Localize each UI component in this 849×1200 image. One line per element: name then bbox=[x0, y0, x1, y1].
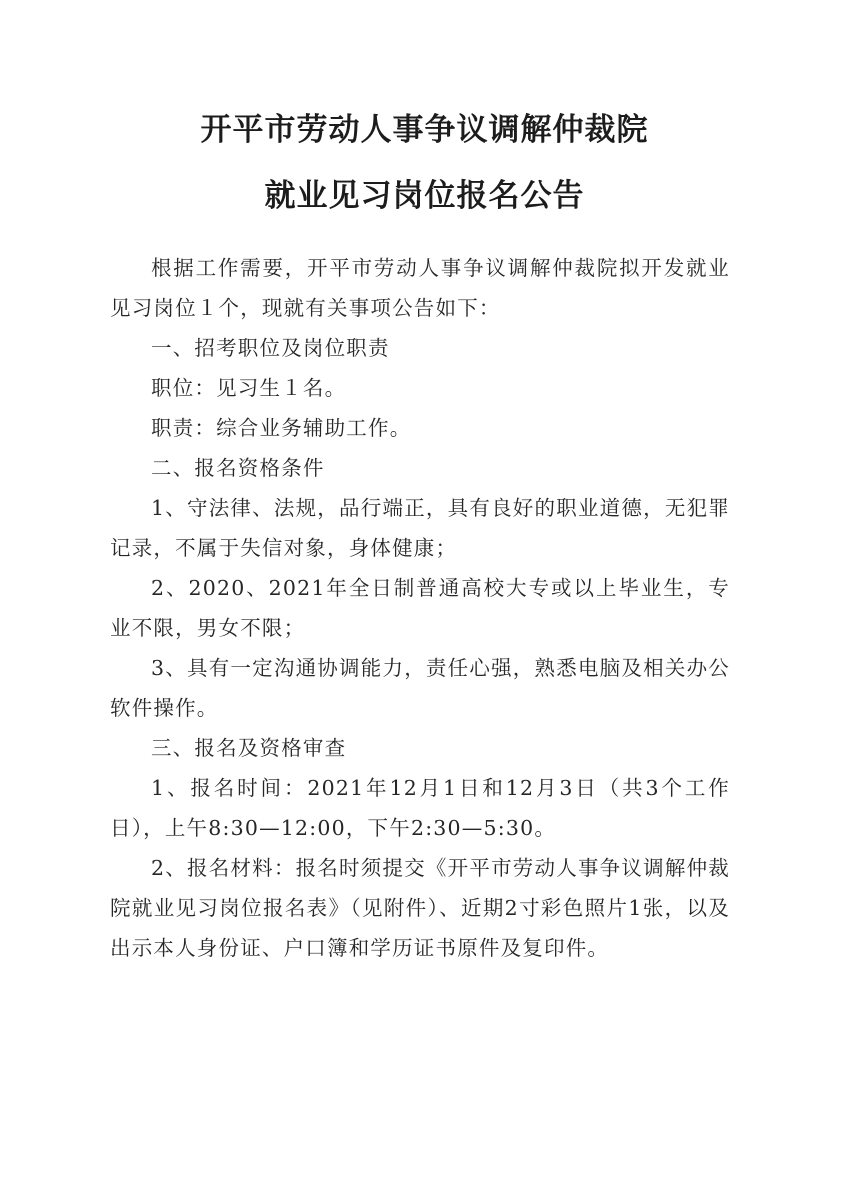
section-heading-2: 二、报名资格条件 bbox=[151, 456, 325, 480]
requirement-3: 3、具有一定沟通协调能力，责任心强，熟悉电脑及相关办公软件操作。 bbox=[110, 656, 730, 720]
intro-paragraph: 根据工作需要，开平市劳动人事争议调解仲裁院拟开发就业见习岗位１个，现就有关事项公告如下： bbox=[110, 256, 730, 320]
duty-line: 职责：综合业务辅助工作。 bbox=[151, 416, 412, 440]
requirement-2: 2、2020、2021年全日制普通高校大专或以上毕业生，专业不限，男女不限； bbox=[110, 576, 730, 640]
document-body bbox=[110, 248, 730, 968]
document-title-line-1: 开平市劳动人事争议调解仲裁院 bbox=[200, 112, 649, 148]
requirement-1: 1、守法律、法规，品行端正，具有良好的职业道德，无犯罪记录，不属于失信对象，身体健康； bbox=[110, 496, 730, 560]
section-heading-1: 一、招考职位及岗位职责 bbox=[151, 336, 390, 360]
position-line: 职位：见习生１名。 bbox=[151, 376, 347, 400]
registration-materials: 2、报名材料：报名时须提交《开平市劳动人事争议调解仲裁院就业见习岗位报名表》（见附件）、近期2寸彩色照片1张，以及出示本人身份证、户口簿和学历证书原件及复印件。 bbox=[110, 856, 730, 960]
registration-time: 1、报名时间：2021年12月1日和12月3日（共3个工作日），上午8:30—12:00，下午2:30—5:30。 bbox=[110, 776, 730, 840]
section-heading-3: 三、报名及资格审查 bbox=[151, 736, 347, 760]
document-title-line-2: 就业见习岗位报名公告 bbox=[264, 178, 585, 214]
